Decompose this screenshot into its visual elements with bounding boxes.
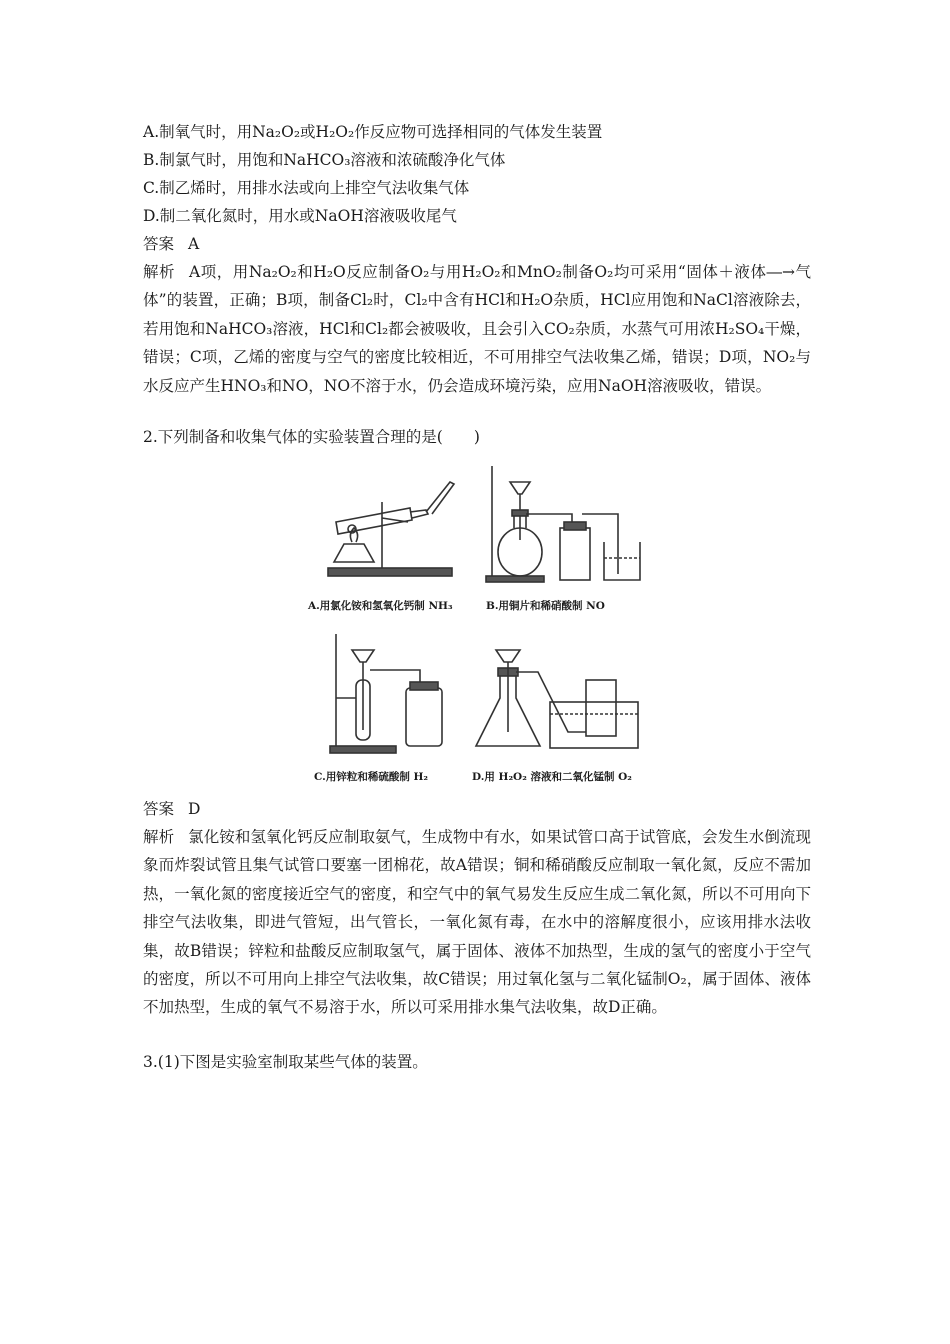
answer-value: A bbox=[188, 235, 200, 253]
q2-analysis bbox=[143, 823, 811, 1022]
apparatus-a bbox=[328, 482, 454, 576]
q2-question: 2.下列制备和收集气体的实验装置合理的是( ) bbox=[143, 428, 480, 446]
apparatus-b bbox=[486, 466, 640, 582]
analysis-label: 解析 bbox=[143, 828, 175, 846]
apparatus-d bbox=[476, 650, 638, 748]
q1-option-d: D.制二氧化氮时，用水或NaOH溶液吸收尾气 bbox=[143, 207, 457, 225]
q1-option-c: C.制乙烯时，用排水法或向上排空气法收集气体 bbox=[143, 179, 470, 197]
answer-value: D bbox=[188, 800, 201, 818]
caption-c: C.用锌粒和稀硫酸制 H₂ bbox=[314, 771, 429, 783]
q1-answer bbox=[143, 233, 199, 255]
answer-label: 答案 bbox=[143, 235, 175, 253]
analysis-label: 解析 bbox=[143, 263, 176, 281]
q1-option-b: B.制氯气时，用饱和NaHCO₃溶液和浓硫酸净化气体 bbox=[143, 151, 506, 169]
q2-answer bbox=[143, 798, 200, 820]
caption-d: D.用 H₂O₂ 溶液和二氧化锰制 O₂ bbox=[472, 771, 632, 783]
analysis-text: A项，用Na₂O₂和H₂O反应制备O₂与用H₂O₂和MnO₂制备O₂均可采用“固体＋液体―→气体”的装置，正确；B项，制备Cl₂时，Cl₂中含有HCl和H₂O杂质，HCl应用饱和NaCl溶液除去，若用饱和NaHCO₃溶液，HCl和Cl₂都会被吸收，且会引入CO₂杂质，水蒸气可用浓H₂SO₄干燥，错误；C项，乙烯的密度与空气的密度比较相近，不可用排空气法收集乙烯，错误；D项，NO₂与水反应产生HNO₃和NO，NO不溶于水，仍会造成环境污染，应用NaOH溶液吸收，错误。 bbox=[143, 263, 811, 395]
apparatus-diagram bbox=[300, 462, 660, 790]
answer-label: 答案 bbox=[143, 800, 175, 818]
caption-b: B.用铜片和稀硝酸制 NO bbox=[486, 600, 605, 612]
q3-question: 3.(1)下图是实验室制取某些气体的装置。 bbox=[143, 1053, 428, 1071]
caption-a: A.用氯化铵和氢氧化钙制 NH₃ bbox=[308, 600, 453, 612]
q1-analysis bbox=[143, 258, 811, 400]
apparatus-c bbox=[330, 634, 442, 753]
q1-option-a: A.制氧气时，用Na₂O₂或H₂O₂作反应物可选择相同的气体发生装置 bbox=[143, 123, 603, 141]
analysis-text: 氯化铵和氢氧化钙反应制取氨气，生成物中有水，如果试管口高于试管底，会发生水倒流现象而炸裂试管且集气试管口要塞一团棉花，故A错误；铜和稀硝酸反应制取一氧化氮，反应不需加热，一氧化氮的密度接近空气的密度，和空气中的氧气易发生反应生成二氧化氮，所以不可用向下排空气法收集，即进气管短，出气管长，一氧化氮有毒，在水中的溶解度很小，应该用排水法收集，故B错误；锌粒和盐酸反应制取氢气，属于固体、液体不加热型，生成的氢气的密度小于空气的密度，所以不可用向上排空气法收集，故C错误；用过氧化氢与二氧化锰制O₂，属于固体、液体不加热型，生成的氧气不易溶于水，所以可采用排水集气法收集，故D正确。 bbox=[143, 828, 811, 1017]
apparatus-figure bbox=[300, 462, 660, 790]
